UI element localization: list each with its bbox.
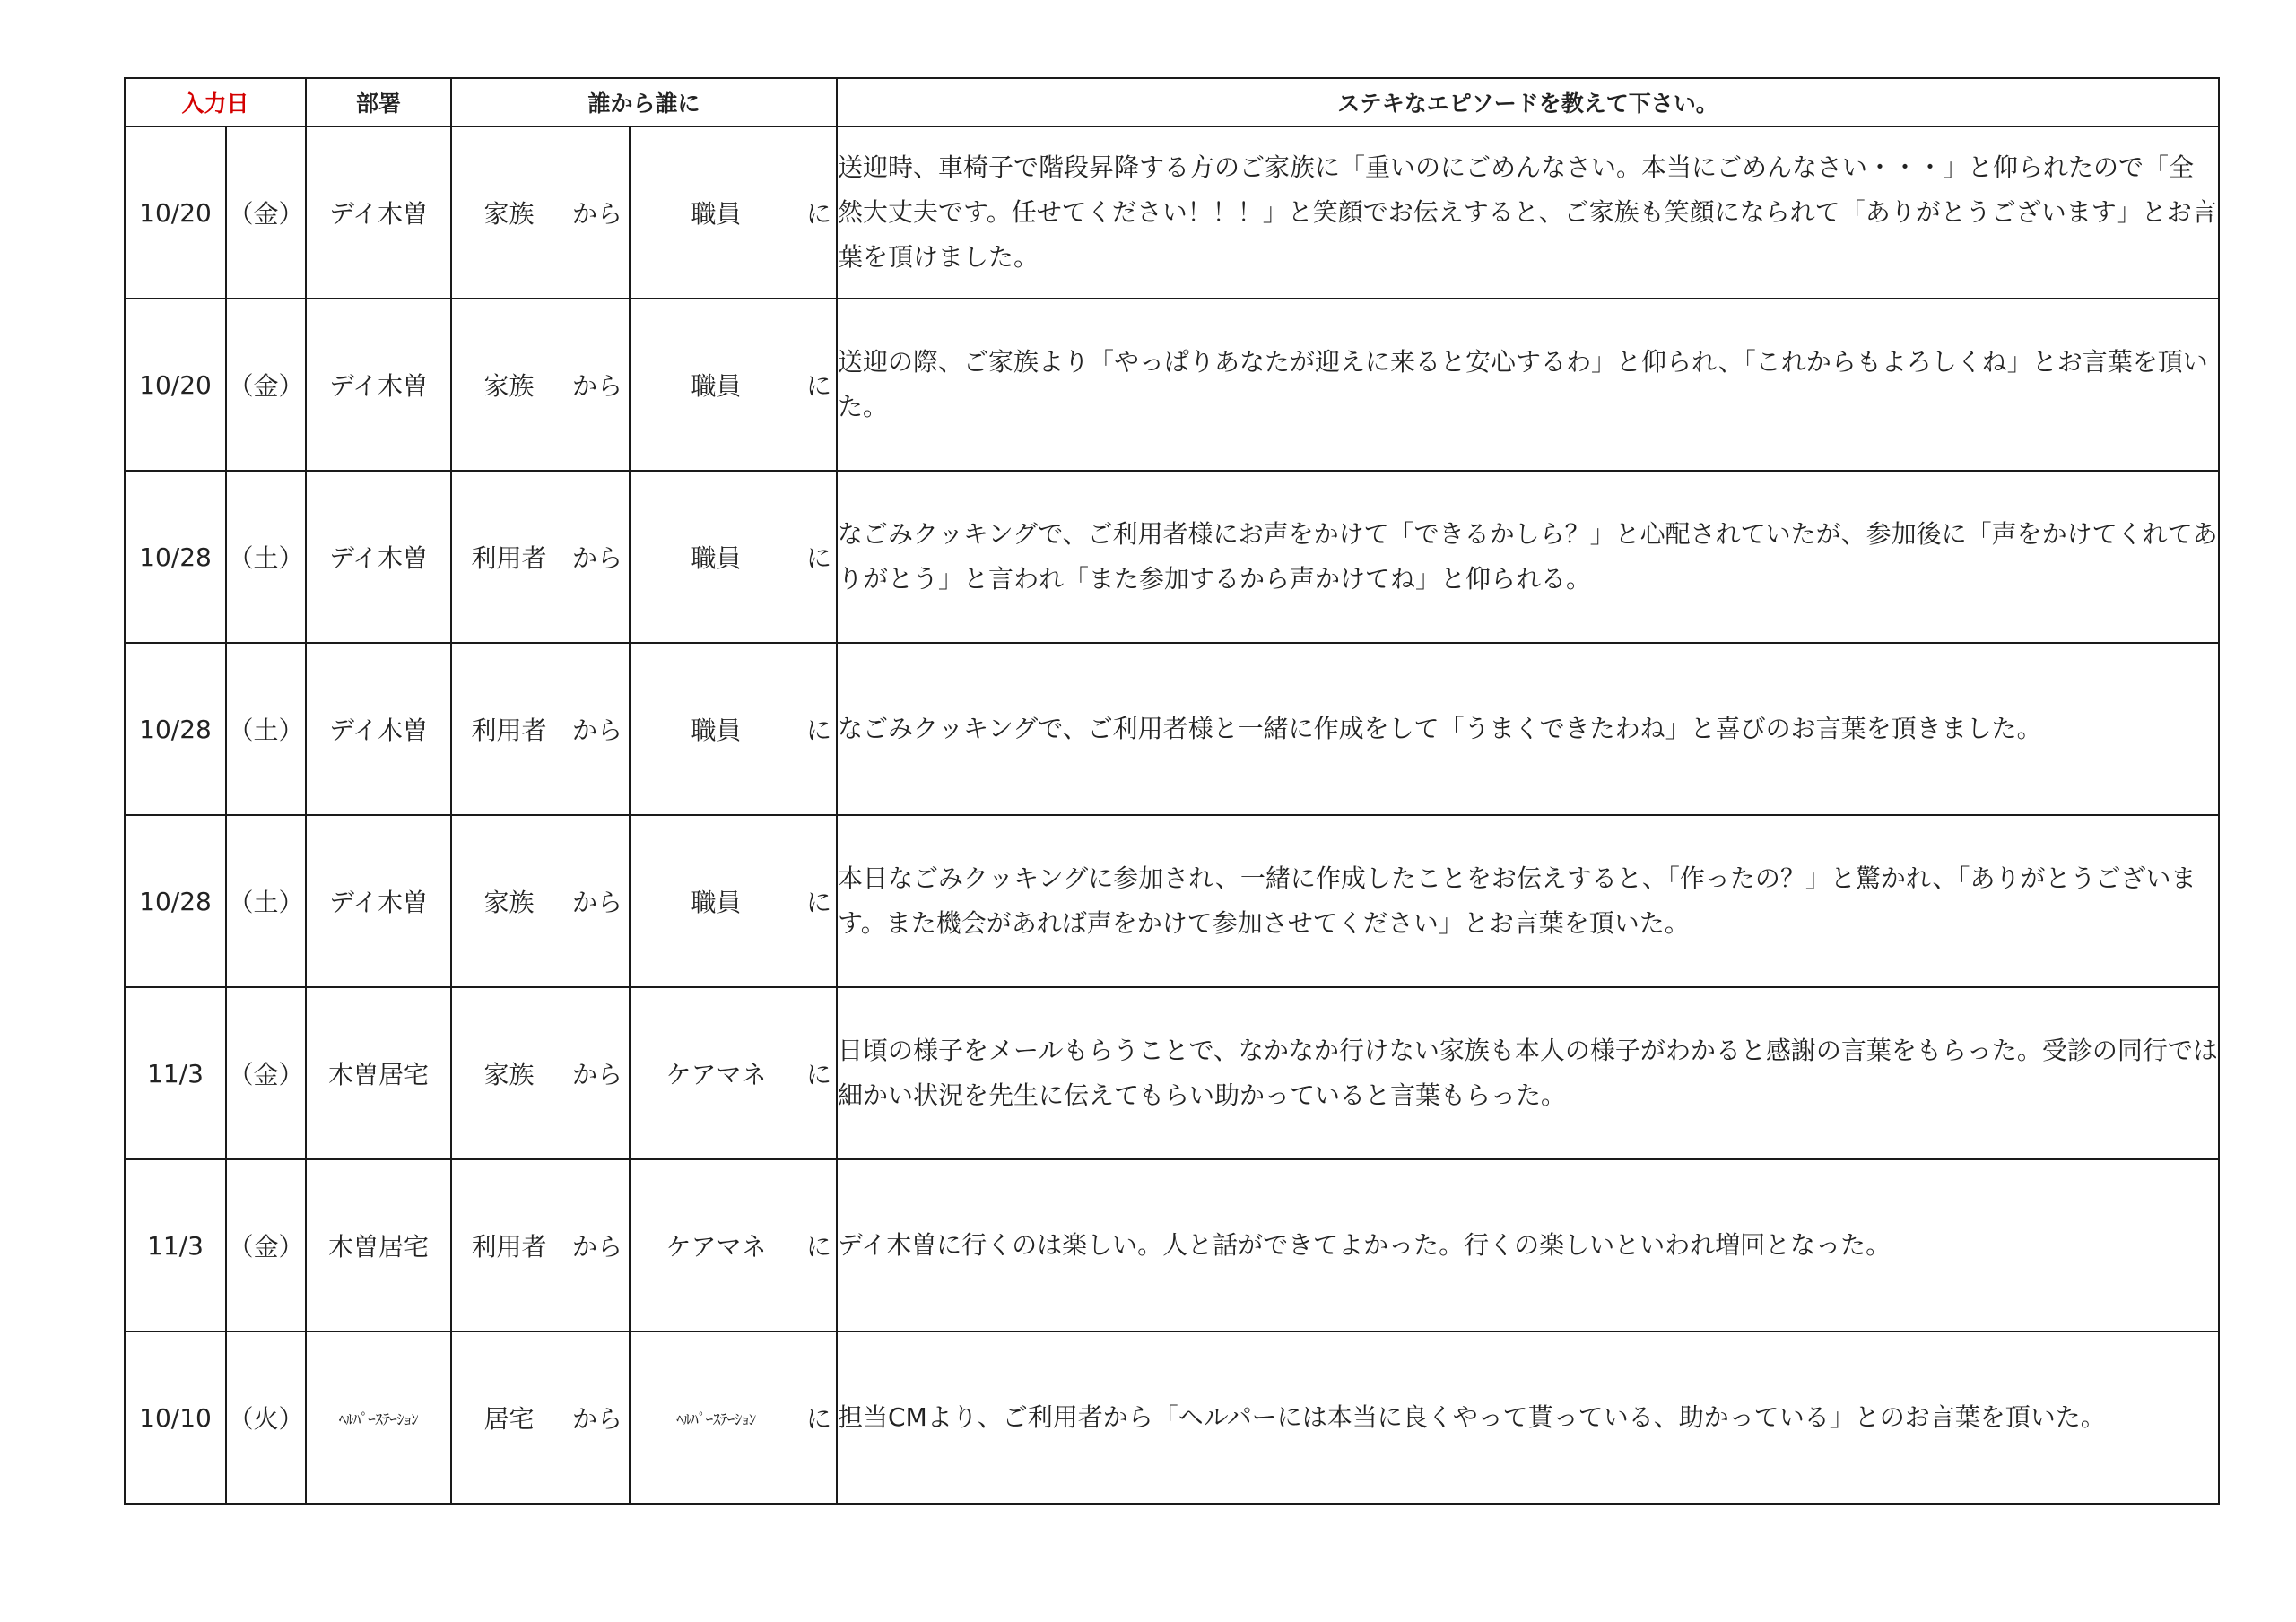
row-to: 職員 [630, 815, 802, 987]
row-day-of-week: （金） [226, 299, 306, 471]
row-date: 11/3 [125, 1159, 226, 1331]
row-kara: から [566, 126, 630, 299]
header-episode: ステキなエピソードを教えて下さい。 [837, 78, 2219, 126]
table-row [125, 299, 2219, 471]
table-row [125, 126, 2219, 299]
row-episode: 送迎時、車椅子で階段昇降する方のご家族に「重いのにごめんなさい。本当にごめんなさい・・・」と仰られたので「全然大丈夫です。任せてください！！！」と笑顔でお伝えすると、ご家族も笑顔になられて「ありがとうございます」とお言葉を頂けました。 [837, 126, 2219, 299]
row-to: 職員 [630, 471, 802, 643]
table-row [125, 1159, 2219, 1331]
row-episode: 送迎の際、ご家族より「やっぱりあなたが迎えに来ると安心するわ」と仰られ、「これからもよろしくね」とお言葉を頂いた。 [837, 299, 2219, 471]
header-row [125, 78, 2219, 126]
row-date: 10/10 [125, 1331, 226, 1504]
row-department: デイ木曽 [306, 126, 451, 299]
row-from: 家族 [451, 126, 566, 299]
row-to: ケアマネ [630, 987, 802, 1159]
row-day-of-week: （土） [226, 643, 306, 815]
row-ni: に [802, 471, 837, 643]
table-row [125, 643, 2219, 815]
row-kara: から [566, 987, 630, 1159]
header-from-to: 誰から誰に [451, 78, 837, 126]
row-ni: に [802, 126, 837, 299]
row-ni: に [802, 815, 837, 987]
row-day-of-week: （金） [226, 126, 306, 299]
row-day-of-week: （金） [226, 1159, 306, 1331]
table-row [125, 815, 2219, 987]
table-row [125, 1331, 2219, 1504]
table-row [125, 987, 2219, 1159]
row-ni: に [802, 299, 837, 471]
row-to: 職員 [630, 643, 802, 815]
row-date: 10/20 [125, 126, 226, 299]
row-department: 木曽居宅 [306, 987, 451, 1159]
row-department: 木曽居宅 [306, 1159, 451, 1331]
row-day-of-week: （火） [226, 1331, 306, 1504]
row-department: デイ木曽 [306, 299, 451, 471]
row-date: 10/28 [125, 643, 226, 815]
row-date: 10/20 [125, 299, 226, 471]
row-day-of-week: （土） [226, 471, 306, 643]
row-to: 職員 [630, 126, 802, 299]
row-episode: 担当CMより、ご利用者から「ヘルパーには本当に良くやって貰っている、助かっている」とのお言葉を頂いた。 [837, 1331, 2219, 1504]
row-day-of-week: （土） [226, 815, 306, 987]
row-from: 利用者 [451, 471, 566, 643]
row-from: 家族 [451, 987, 566, 1159]
row-kara: から [566, 1331, 630, 1504]
row-kara: から [566, 299, 630, 471]
row-kara: から [566, 643, 630, 815]
row-to: ﾍﾙﾊﾟｰｽﾃｰｼｮﾝ [630, 1331, 802, 1504]
row-episode: なごみクッキングで、ご利用者様にお声をかけて「できるかしら？」と心配されていたが、参加後に「声をかけてくれてありがとう」と言われ「また参加するから声かけてね」と仰られる。 [837, 471, 2219, 643]
row-from: 利用者 [451, 643, 566, 815]
row-department: デイ木曽 [306, 643, 451, 815]
header-department: 部署 [306, 78, 451, 126]
row-episode: なごみクッキングで、ご利用者様と一緒に作成をして「うまくできたわね」と喜びのお言葉を頂きました。 [837, 643, 2219, 815]
row-from: 居宅 [451, 1331, 566, 1504]
row-department: デイ木曽 [306, 815, 451, 987]
row-episode: 本日なごみクッキングに参加され、一緒に作成したことをお伝えすると、「作ったの？」と驚かれ、「ありがとうございます。また機会があれば声をかけて参加させてください」とお言葉を頂いた。 [837, 815, 2219, 987]
row-to: ケアマネ [630, 1159, 802, 1331]
row-department: デイ木曽 [306, 471, 451, 643]
row-date: 11/3 [125, 987, 226, 1159]
row-ni: に [802, 1159, 837, 1331]
row-department: ﾍﾙﾊﾟｰｽﾃｰｼｮﾝ [306, 1331, 451, 1504]
row-episode: デイ木曽に行くのは楽しい。人と話ができてよかった。行くの楽しいといわれ増回となった。 [837, 1159, 2219, 1331]
row-kara: から [566, 1159, 630, 1331]
header-input-date: 入力日 [125, 78, 306, 126]
row-day-of-week: （金） [226, 987, 306, 1159]
row-from: 家族 [451, 299, 566, 471]
row-episode: 日頃の様子をメールもらうことで、なかなか行けない家族も本人の様子がわかると感謝の言葉をもらった。受診の同行では細かい状況を先生に伝えてもらい助かっていると言葉もらった。 [837, 987, 2219, 1159]
row-kara: から [566, 471, 630, 643]
row-ni: に [802, 643, 837, 815]
row-ni: に [802, 987, 837, 1159]
row-to: 職員 [630, 299, 802, 471]
row-kara: から [566, 815, 630, 987]
row-from: 利用者 [451, 1159, 566, 1331]
row-from: 家族 [451, 815, 566, 987]
row-ni: に [802, 1331, 837, 1504]
row-date: 10/28 [125, 815, 226, 987]
row-date: 10/28 [125, 471, 226, 643]
table-row [125, 471, 2219, 643]
episode-table [124, 77, 2220, 1505]
